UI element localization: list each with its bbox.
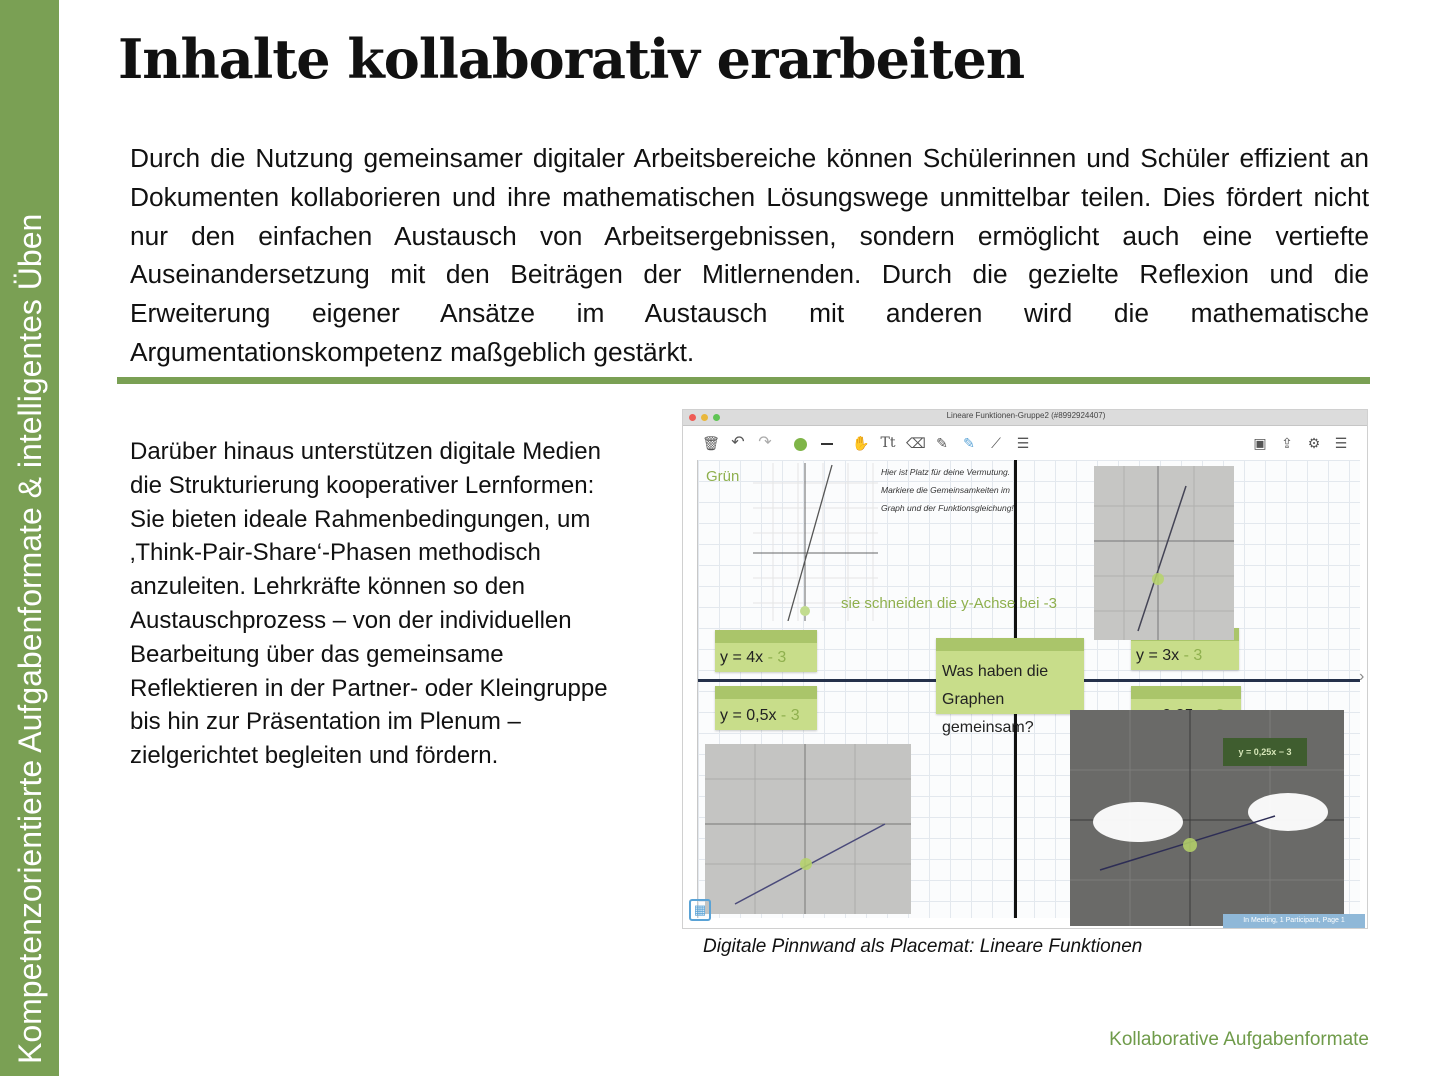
footer-text: Kollaborative Aufgabenformate [1109,1029,1369,1050]
equation-intercept: - 3 [763,649,787,666]
divider [117,377,1370,384]
question-line: Was haben die [942,663,1049,680]
color-icon [791,434,809,452]
whiteboard-screenshot [682,409,1368,929]
highlighter-icon: ✎ [963,435,975,451]
handwritten-annotation: sie schneiden die y-Achse bei -3 [841,595,1057,612]
equation-intercept: - 3 [776,707,800,724]
photo-graph-bottom-right [1070,710,1344,926]
equation-main: y = 4x [720,649,764,666]
undo-icon: ↶ [731,434,745,451]
color-label: Grün [706,468,740,485]
sticky-note-equation [715,630,817,672]
image-icon: ▣ [1253,435,1267,451]
photo-graph-top-right [1094,466,1234,640]
meeting-status: In Meeting, 1 Participant, Page 1 [1223,914,1365,928]
note-line: Markiere die Gemeinsamkeiten im [881,485,1010,495]
laser-icon: ⟋ [991,435,1001,451]
chevron-right-icon: › [1359,668,1365,685]
hand-icon: ✋ [852,435,870,451]
pencil-icon: ✎ [936,435,948,451]
note-line: Hier ist Platz für deine Vermutung. [881,467,1011,477]
sticky-note-equation [715,686,817,730]
settings-icon: ⚙ [1307,435,1321,451]
sidebar [0,0,59,1076]
line-width-icon [818,434,836,452]
note-icon: ☰ [1016,435,1030,451]
question-line: Graphen gemeinsam? [942,691,1034,736]
share-icon: ⇪ [1281,435,1293,451]
redo-icon: ↷ [758,434,772,451]
equation-main: y = 0,5x [720,707,777,724]
trash-icon: 🗑 [702,435,720,451]
text-icon: Tt [880,435,896,451]
instruction-note [881,463,1016,517]
note-line: Graph und der Funktionsgleichung! [881,503,1014,513]
whiteboard-canvas [697,460,1360,918]
eraser-icon: ⌫ [906,435,926,451]
page-title: Inhalte kollaborativ erarbeiten [118,27,1025,91]
grid-view-icon: ▦ [689,899,711,921]
sidebar-title: Kompetenzorientierte Aufgabenformate & intelligentes Üben [12,213,48,1064]
equation-intercept: - 3 [1179,647,1203,664]
photo-graph-bottom-left [705,744,911,914]
whiteboard-toolbar [683,426,1368,460]
window-title: Lineare Funktionen-Gruppe2 (#8992924407) [946,411,1106,420]
photo-equation-label: y = 0,25x − 3 [1223,738,1307,766]
equation-main: y = 3x [1136,647,1180,664]
sticky-note-question [936,638,1084,736]
menu-icon: ☰ [1334,435,1348,451]
figure-caption: Digitale Pinnwand als Placemat: Lineare Funktionen [703,936,1143,957]
side-paragraph: Darüber hinaus unterstützen digitale Medien die Strukturierung kooperativer Lernformen: Sie bieten ideale Rahmenbedingungen, um ‚Think-Pair-Share‘-Phasen methodisch anzuleiten. Lehrkräfte können so den Austauschprozess – von der individuellen Bearbeitung über das gemeinsame Reflektieren in der Partner- oder Kleingruppe bis hin zur Präsentation im Plenum – zielgerichtet begleiten und fördern. [130,438,608,770]
window-titlebar [683,410,1368,426]
intro-paragraph: Durch die Nutzung gemeinsamer digitaler Arbeitsbereiche können Schülerinnen und Schüler effizient an Dokumenten kollaborieren und ihre mathematischen Lösungswege unmittelbar teilen. Dies fördert nicht nur den einfachen Austausch von Arbeitsergebnissen, sondern ermöglicht auch eine vertiefte Auseinandersetzung mit den Beiträgen der Mitlernenden. Durch die gezielte Reflexion und die Erweiterung eigener Ansätze im Austausch mit anderen wird die mathematische Argumentationskompetenz maßgeblich gestärkt. [130,143,1369,367]
